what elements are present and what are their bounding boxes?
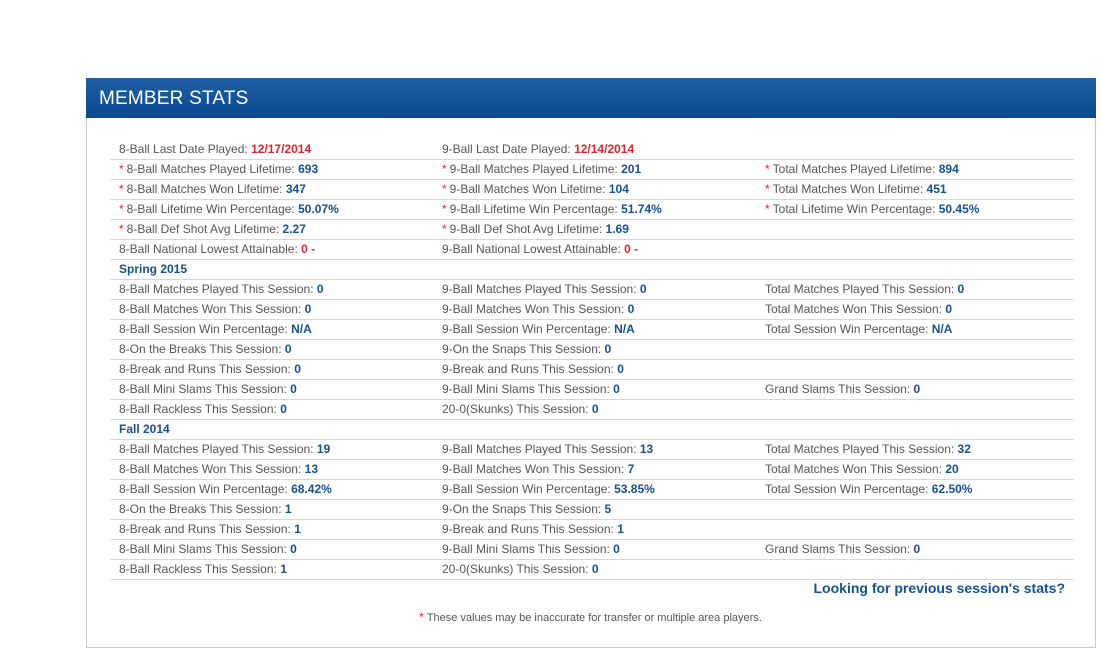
stat-cell [119,440,330,459]
stat-label: 9-Ball Lifetime Win Percentage: [449,202,622,216]
stat-value: 0 [591,402,599,416]
stat-row [110,500,1074,520]
stat-value: 0 [639,282,647,296]
stat-label: Total Matches Played Lifetime: [772,162,939,176]
stat-value: 51.74% [621,202,662,216]
stat-label: 8-Ball Matches Won This Session: [119,302,305,316]
stat-cell [119,280,324,299]
stat-cell [765,540,920,559]
stat-row [110,440,1074,460]
stat-value: 7 [627,462,635,476]
stat-cell [119,480,332,499]
stat-value: 0 [294,362,301,376]
asterisk-marker: * [765,202,770,216]
section-header [110,420,1074,440]
stat-row [110,180,1074,200]
stat-row [110,140,1074,160]
stat-cell [442,200,662,219]
stat-row [110,520,1074,540]
disclaimer-note [0,610,1101,624]
stat-cell [765,380,920,399]
stat-value: 13 [639,442,654,456]
stat-value: 68.42% [291,482,332,496]
stat-label: Total Matches Played This Session: [765,442,958,456]
stat-value: 347 [285,182,306,196]
stat-cell [765,460,959,479]
previous-session-stats-link[interactable]: Looking for previous session's stats? [813,580,1065,596]
stat-cell [119,200,339,219]
stat-label: 8-Ball Mini Slams This Session: [119,382,291,396]
section-header [110,260,1074,280]
stat-label: 9-Ball Matches Played This Session: [442,282,640,296]
stat-cell [119,220,306,239]
section-title: Spring 2015 [119,262,188,276]
stat-label: 8-On the Breaks This Session: [119,502,285,516]
stat-row [110,480,1074,500]
stat-cell [119,540,297,559]
stat-row [110,340,1074,360]
stat-label: 8-Ball Matches Played This Session: [119,442,317,456]
stat-cell [442,500,611,519]
stat-row [110,280,1074,300]
stat-label: 8-Break and Runs This Session: [119,522,295,536]
asterisk-marker: * [765,182,770,196]
stat-value: 0 - [301,242,316,256]
stat-label: 9-Ball Session Win Percentage: [442,322,615,336]
stat-label: 9-On the Snaps This Session: [442,342,605,356]
stat-label: 9-Ball National Lowest Attainable: [442,242,625,256]
stat-cell [119,400,287,419]
stat-label: 9-Ball Mini Slams This Session: [442,382,614,396]
stat-label: Total Session Win Percentage: [765,322,932,336]
stat-cell [765,320,952,339]
stat-cell [765,280,964,299]
stat-cell [765,200,979,219]
stat-row [110,200,1074,220]
stat-value: N/A [931,322,953,336]
panel-title: MEMBER STATS [99,88,249,109]
stats-table [110,140,1074,580]
stat-cell [442,220,629,239]
stat-row [110,540,1074,560]
stat-cell [765,160,959,179]
stat-label: Total Matches Won This Session: [765,302,946,316]
asterisk-marker: * [419,610,424,624]
stat-cell [442,360,624,379]
stat-value: 20 [945,462,959,476]
stat-cell [442,340,611,359]
stat-label: 8-On the Breaks This Session: [119,342,285,356]
stat-value: 0 [613,382,620,396]
asterisk-marker: * [119,222,124,236]
stat-value: 0 [316,282,324,296]
stat-label: 8-Ball Session Win Percentage: [119,322,292,336]
stat-label: 8-Ball Matches Won Lifetime: [126,182,286,196]
asterisk-marker: * [442,202,447,216]
stat-cell [442,280,647,299]
stat-row [110,160,1074,180]
stat-label: 9-Break and Runs This Session: [442,522,618,536]
stat-value: 1.69 [605,222,629,236]
stat-cell [765,300,952,319]
stat-value: 32 [957,442,971,456]
stat-label: Grand Slams This Session: [765,382,914,396]
stat-label: 9-Ball Last Date Played: [442,142,575,156]
stat-row [110,300,1074,320]
stat-cell [765,440,971,459]
stat-row [110,400,1074,420]
stat-cell [442,160,641,179]
stat-value: 0 [945,302,952,316]
asterisk-marker: * [442,222,447,236]
stat-value: 0 - [624,242,639,256]
stat-cell [119,500,292,519]
stat-value: 0 [913,542,921,556]
stat-value: 0 [290,382,297,396]
stat-cell [442,540,620,559]
stat-value: 0 [957,282,965,296]
stat-label: Total Lifetime Win Percentage: [772,202,939,216]
stat-value: N/A [614,322,635,336]
stat-cell [442,440,653,459]
stat-cell [442,300,634,319]
stat-value: 0 [280,402,287,416]
stat-value: 201 [621,162,642,176]
stat-value: 1 [284,502,292,516]
stat-label: 8-Ball Mini Slams This Session: [119,542,291,556]
stat-cell [119,180,306,199]
stat-value: 5 [604,502,612,516]
stat-label: 9-Ball Matches Won This Session: [442,462,628,476]
asterisk-marker: * [442,182,447,196]
stat-value: 1 [617,522,624,536]
stat-label: Total Matches Played This Session: [765,282,958,296]
stat-label: 9-Break and Runs This Session: [442,362,618,376]
stat-value: 53.85% [614,482,655,496]
stat-label: 9-Ball Matches Played This Session: [442,442,640,456]
stat-value: 12/17/2014 [251,142,312,156]
stat-cell [119,380,297,399]
stat-label: 8-Ball Def Shot Avg Lifetime: [126,222,283,236]
stat-label: 9-Ball Matches Played Lifetime: [449,162,622,176]
stat-value: 0 [591,562,599,576]
stat-cell [119,320,312,339]
stat-value: 894 [938,162,959,176]
stat-value: N/A [291,322,312,336]
stat-cell [765,480,972,499]
stat-value: 0 [617,362,624,376]
stat-label: Grand Slams This Session: [765,542,914,556]
stat-label: 9-Ball Mini Slams This Session: [442,542,614,556]
stat-cell [442,400,599,419]
panel-header [86,78,1096,118]
stat-cell [442,520,624,539]
stat-row [110,380,1074,400]
stat-cell [442,320,635,339]
stat-value: 0 [627,302,635,316]
stat-row [110,560,1074,580]
stat-value: 0 [290,542,297,556]
stat-value: 0 [284,342,292,356]
stat-cell [442,140,634,159]
stat-cell [119,160,318,179]
stat-label: Total Matches Won Lifetime: [772,182,927,196]
stat-value: 0 [913,382,921,396]
asterisk-marker: * [119,202,124,216]
stat-label: 8-Ball Rackless This Session: [119,562,281,576]
stat-value: 693 [298,162,319,176]
stat-value: 50.45% [938,202,980,216]
stat-cell [442,460,634,479]
stat-value: 19 [316,442,331,456]
stat-value: 104 [608,182,629,196]
stat-value: 13 [304,462,318,476]
stat-value: 1 [294,522,301,536]
stat-value: 50.07% [298,202,339,216]
stat-label: 20-0(Skunks) This Session: [442,402,592,416]
section-title: Fall 2014 [119,422,170,436]
stat-row [110,320,1074,340]
stat-label: 8-Ball Matches Played Lifetime: [126,162,299,176]
stat-label: Total Matches Won This Session: [765,462,946,476]
stat-row [110,240,1074,260]
stat-label: 9-Ball Matches Won Lifetime: [449,182,609,196]
asterisk-marker: * [765,162,770,176]
stat-label: 20-0(Skunks) This Session: [442,562,592,576]
stat-label: 8-Ball Matches Played This Session: [119,282,317,296]
stat-label: 8-Ball Last Date Played: [119,142,252,156]
stat-cell [119,140,311,159]
stat-label: 9-On the Snaps This Session: [442,502,605,516]
stat-label: 8-Ball Session Win Percentage: [119,482,292,496]
stat-cell [119,300,311,319]
stat-cell [119,240,315,259]
stat-value: 1 [280,562,287,576]
stat-value: 62.50% [931,482,973,496]
stat-label: 9-Ball Matches Won This Session: [442,302,628,316]
stat-cell [119,560,287,579]
stat-value: 12/14/2014 [574,142,635,156]
stat-cell [119,520,301,539]
asterisk-marker: * [119,182,124,196]
stat-label: 9-Ball Session Win Percentage: [442,482,615,496]
stat-label: 8-Ball Matches Won This Session: [119,462,305,476]
stat-label: 8-Ball National Lowest Attainable: [119,242,302,256]
stat-value: 0 [304,302,312,316]
stat-label: 8-Ball Rackless This Session: [119,402,281,416]
stat-cell [442,480,655,499]
stat-cell [119,460,318,479]
asterisk-marker: * [119,162,124,176]
stat-row [110,460,1074,480]
stat-value: 0 [604,342,612,356]
stat-cell [765,180,947,199]
stat-row [110,360,1074,380]
stat-label: 9-Ball Def Shot Avg Lifetime: [449,222,606,236]
asterisk-marker: * [442,162,447,176]
stat-cell [119,340,292,359]
stat-cell [442,180,629,199]
stat-value: 2.27 [282,222,306,236]
stat-label: 8-Break and Runs This Session: [119,362,295,376]
stat-cell [442,560,599,579]
stat-row [110,220,1074,240]
stat-label: Total Session Win Percentage: [765,482,932,496]
stat-cell [442,380,620,399]
stat-value: 451 [926,182,947,196]
stat-label: 8-Ball Lifetime Win Percentage: [126,202,299,216]
disclaimer-text: These values may be inaccurate for transfer or multiple area players. [426,612,762,624]
stat-cell [119,360,301,379]
stat-value: 0 [613,542,620,556]
stat-cell [442,240,638,259]
